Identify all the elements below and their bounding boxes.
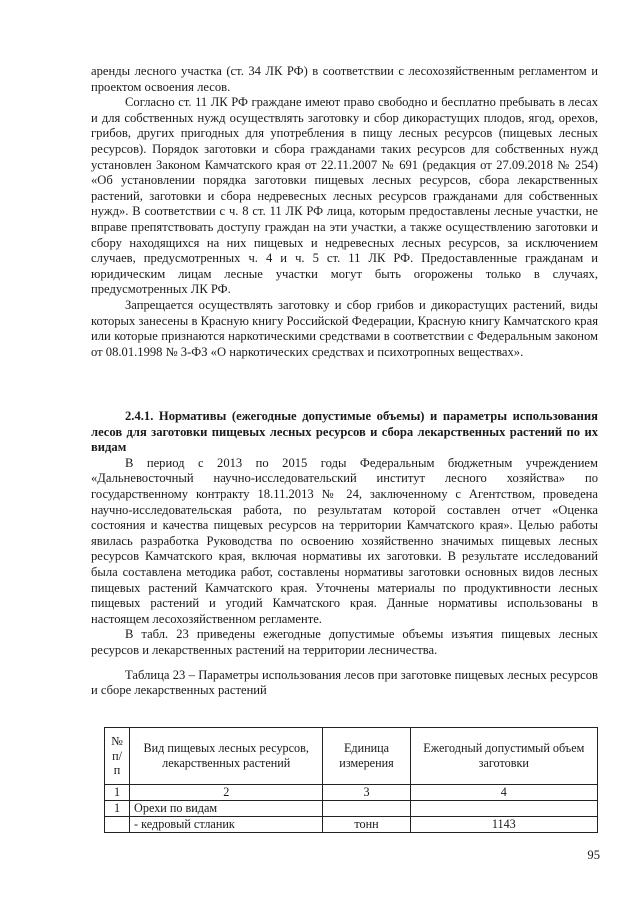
column-number-4: 4: [410, 785, 597, 801]
section-heading: 2.4.1. Нормативы (ежегодные допустимые объемы) и параметры использования лесов для заготовки пищевых лесных ресурсов и сбора лекарственных растений по их видам: [91, 409, 598, 455]
table-cell: [410, 800, 597, 816]
table-cell: Орехи по видам: [130, 800, 323, 816]
paragraph-research: В период с 2013 по 2015 годы Федеральным бюджетным учреждением «Дальневосточный научно-исследовательский институт лесного хозяйства» по государственному контракту 18.11.2013 № 24, заключенному с Агентством, проведена научно-исследовательская работа, по результатам которой составлен отчет «Оценка состояния и качества пищевых ресурсов на территории Камчатского края». Целью работы явилась разработка Руководства по освоению хозяйственно значимых пищевых лесных ресурсов Камчатского края, включая нормативы их заготовки. В результате исследований была составлена методика работ, составлены нормативы заготовки основных видов лесных пищевых растений Камчатского края. Уточнены материалы по продуктивности лесных пищевых растений и угодий Камчатского края. Данные нормативы использованы в настоящем лесохозяйственном регламенте.: [91, 455, 598, 626]
table-caption: Таблица 23 – Параметры использования лесов при заготовке пищевых лесных ресурсов и сборе лекарственных растений: [91, 667, 598, 698]
header-number: № п/п: [105, 728, 130, 785]
page-number: 95: [587, 848, 600, 862]
table-cell: 1143: [410, 816, 597, 832]
forest-resources-table: [104, 727, 598, 833]
header-annual-volume: Ежегодный допустимый объем заготовки: [410, 728, 597, 785]
section-block: [91, 409, 598, 699]
paragraph-citizens-rights: Согласно ст. 11 ЛК РФ граждане имеют право свободно и бесплатно пребывать в лесах и для собственных нужд осуществлять заготовку и сбор дикорастущих плодов, ягод, орехов, грибов, других пригодных для употребления в пищу лесных ресурсов (пищевых лесных ресурсов). Порядок заготовки и сбора гражданами таких ресурсов для собственных нужд установлен Законом Камчатского края от 22.11.2007 № 691 (редакция от 27.09.2018 № 254) «Об установлении порядка заготовки пищевых лесных ресурсов, сбора лекарственных растений, заготовки и сбора недревесных лесных ресурсов гражданами для собственных нужд». В соответствии с ч. 8 ст. 11 ЛК РФ лица, которым предоставлены лесные участки, не вправе препятствовать доступу граждан на эти участки, а также осуществлению заготовки и сбору находящихся на них пищевых и недревесных лесных ресурсов, за исключением случаев, предусмотренных ч. 4 и ч. 5 ст. 11 ЛК РФ. Предоставленные гражданам и юридическим лицам лесные участки могут быть огорожены только в случаях, предусмотренных ЛК РФ.: [91, 95, 598, 297]
column-number-3: 3: [323, 785, 410, 801]
table-cell: [323, 800, 410, 816]
header-unit: Единица измерения: [323, 728, 410, 785]
table-cell: тонн: [323, 816, 410, 832]
header-resource-type: Вид пищевых лесных ресурсов, лекарственных растений: [130, 728, 323, 785]
paragraph-table-reference: В табл. 23 приведены ежегодные допустимые объемы изъятия пищевых лесных ресурсов и лекарственных растений на территории лесничества.: [91, 627, 598, 657]
column-number-2: 2: [130, 785, 323, 801]
table-row: [105, 800, 598, 816]
table-cell: 1: [105, 800, 130, 816]
table-column-numbers-row: [105, 785, 598, 801]
paragraph-lease-continuation: аренды лесного участка (ст. 34 ЛК РФ) в соответствии с лесохозяйственным регламентом и проектом освоения лесов.: [91, 64, 598, 94]
table-cell: [105, 816, 130, 832]
table-header-row: [105, 728, 598, 785]
column-number-1: 1: [105, 785, 130, 801]
table-row: [105, 816, 598, 832]
paragraph-prohibition: Запрещается осуществлять заготовку и сбор грибов и дикорастущих растений, виды которых занесены в Красную книгу Российской Федерации, Красную книгу Камчатского края или которые признаются наркотическими средствами в соответствии с Федеральным законом от 08.01.1998 № 3-ФЗ «О наркотических средствах и психотропных веществах».: [91, 297, 598, 359]
table-cell: - кедровый стланик: [130, 816, 323, 832]
body-text-top: [91, 64, 598, 360]
